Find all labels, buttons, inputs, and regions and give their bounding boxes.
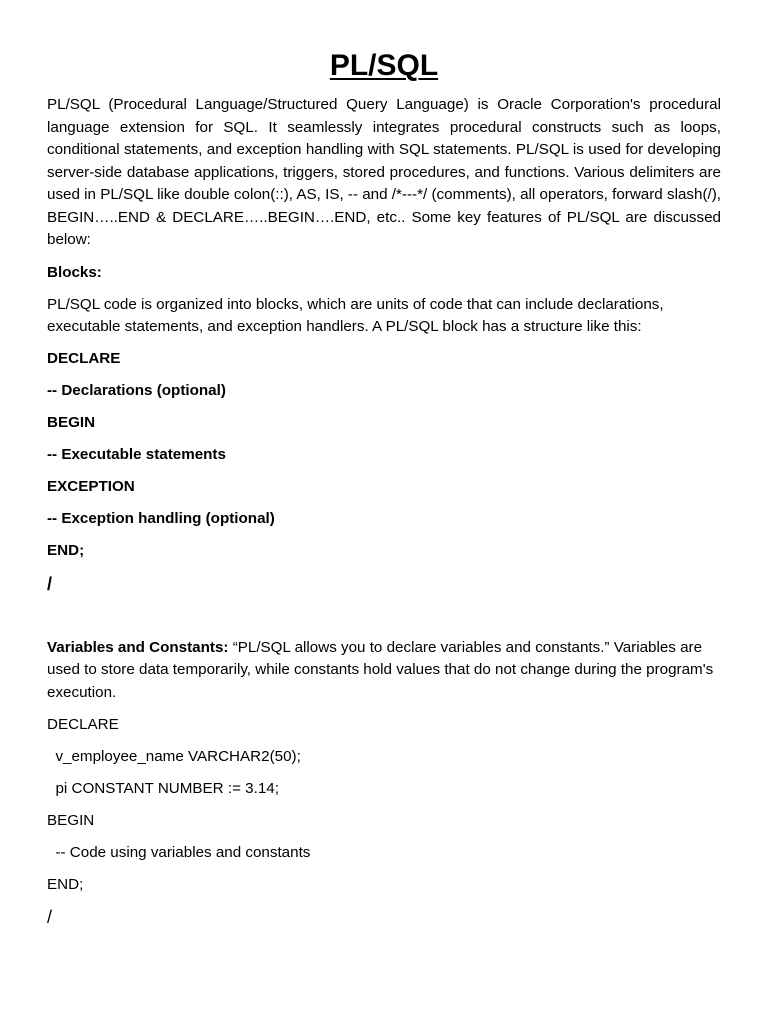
intro-paragraph: PL/SQL (Procedural Language/Structured Query Language) is Oracle Corporation's procedural language extension for SQL. It seamlessly integrates procedural constructs such as loops, conditional statements, and exception handling with SQL statements. PL/SQL is used for developing server-side database applications, triggers, stored procedures, and functions. Various delimiters are used in PL/SQL like double colon(::), AS, IS, -- and /*---*/ (comments), all operators, forward slash(/), BEGIN…..END & DECLARE…..BEGIN….END, etc.. Some key features of PL/SQL are discussed below:: [47, 96, 721, 248]
code-line: -- Declarations (optional): [47, 381, 226, 399]
code-line: -- Executable statements: [47, 445, 226, 463]
code-line: EXCEPTION: [47, 477, 135, 495]
code-line: DECLARE: [47, 349, 121, 367]
code-line: END;: [47, 876, 84, 893]
blocks-heading: Blocks:: [47, 263, 102, 281]
code-line: BEGIN: [47, 812, 95, 829]
code-line: -- Exception handling (optional): [47, 509, 275, 527]
code-line: v_employee_name VARCHAR2(50);: [47, 748, 301, 765]
page-title: PL/SQL: [329, 49, 439, 82]
blocks-paragraph: PL/SQL code is organized into blocks, which are units of code that can include declarations, executable statements, and exception handlers. A PL/SQL block has a structure like this:: [47, 295, 664, 335]
variables-heading: Variables and Constants:: [47, 638, 229, 656]
code-line: DECLARE: [47, 716, 119, 733]
code-line: END;: [47, 541, 85, 559]
code-line: -- Code using variables and constants: [47, 844, 311, 861]
variables-text: “PL/SQL allows you to declare variables and constants.” Variables are used to store data temporarily, while constants hold values that do not change during the program's execution.: [47, 638, 714, 701]
variables-paragraph: [47, 637, 721, 705]
code-line: pi CONSTANT NUMBER := 3.14;: [47, 780, 279, 797]
code-line: /: [47, 573, 53, 594]
code-line: /: [47, 907, 53, 927]
code-line: BEGIN: [47, 413, 96, 431]
